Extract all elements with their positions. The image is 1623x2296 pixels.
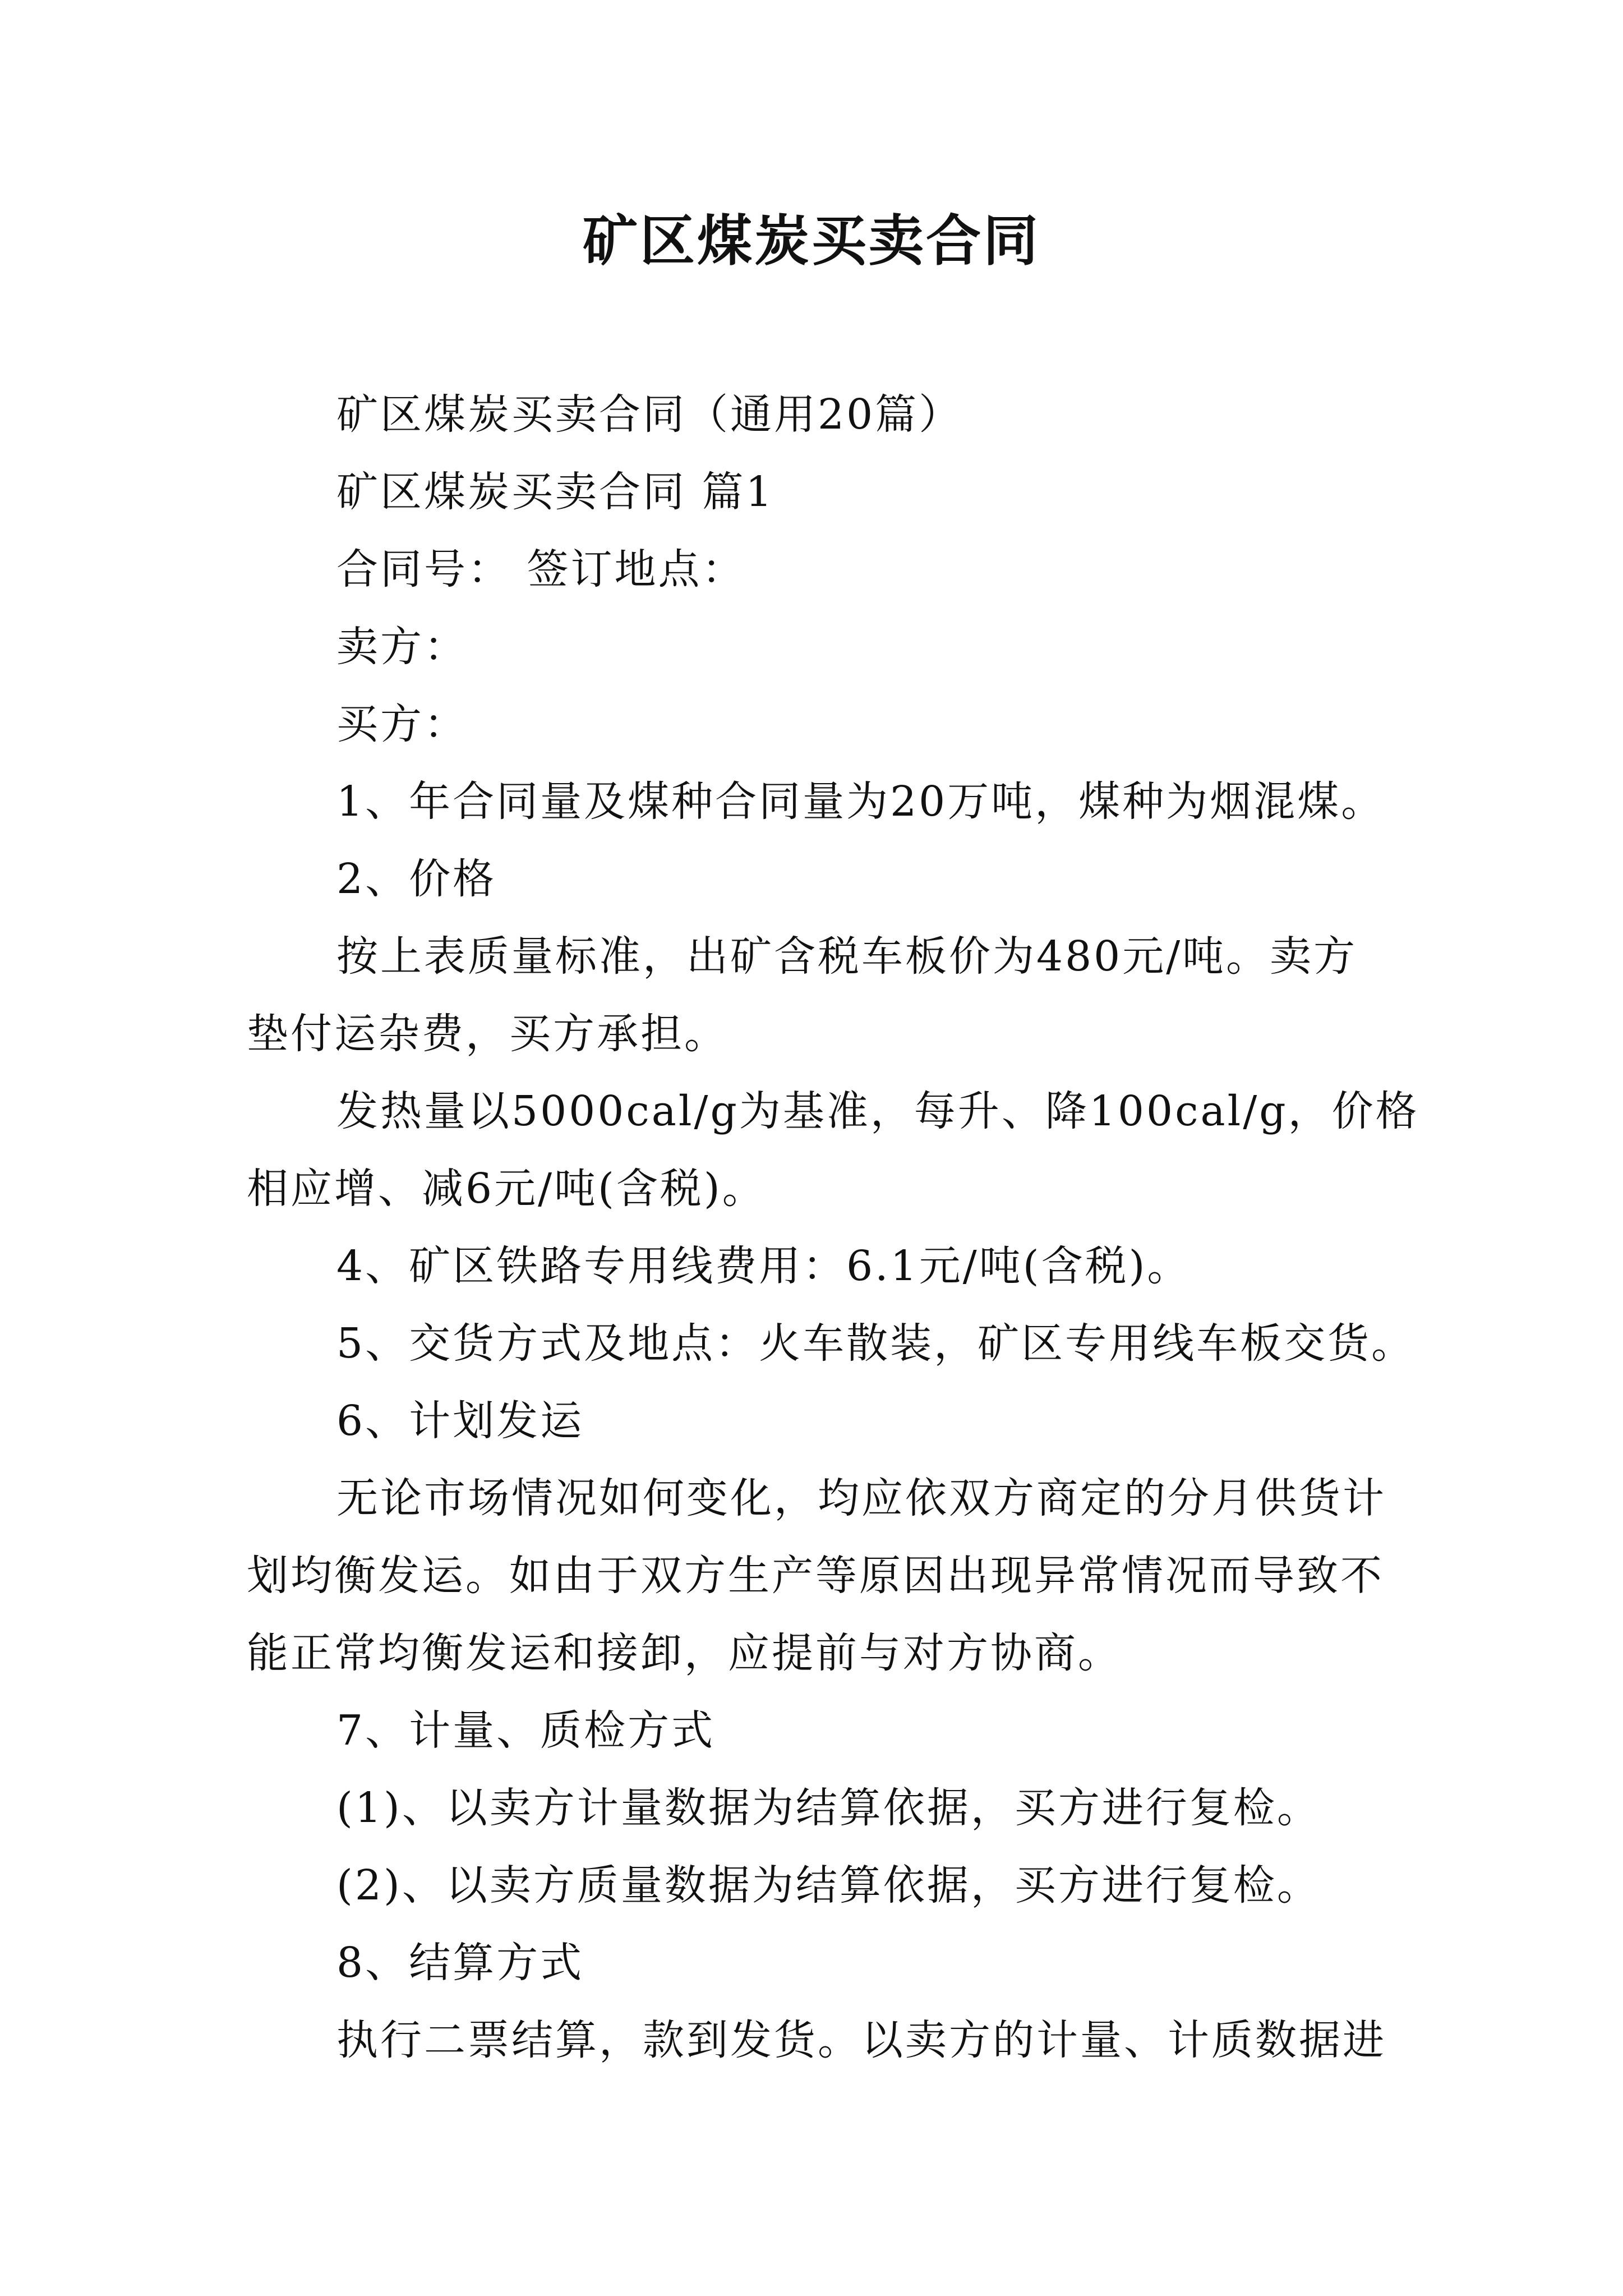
- paragraph-line: 划均衡发运。如由于双方生产等原因出现异常情况而导致不: [247, 1552, 1384, 1600]
- paragraph-line: 发热量以5000cal/g为基准，每升、降100cal/g，价格: [336, 1087, 1419, 1135]
- seller-line: 卖方：: [336, 623, 468, 671]
- contract-number-line: 合同号： 签订地点：: [336, 545, 746, 593]
- paragraph-line: 垫付运杂费，买方承担。: [247, 1010, 728, 1058]
- clause-4: 4、矿区铁路专用线费用：6.1元/吨(含税)。: [336, 1242, 1191, 1290]
- paragraph-line: 能正常均衡发运和接卸，应提前与对方协商。: [247, 1629, 1122, 1677]
- paragraph-line: 按上表质量标准，出矿含税车板价为480元/吨。卖方: [336, 932, 1358, 981]
- section-heading: 矿区煤炭买卖合同 篇1: [336, 468, 774, 516]
- clause-5: 5、交货方式及地点：火车散装，矿区专用线车板交货。: [336, 1319, 1415, 1368]
- clause-2-heading: 2、价格: [336, 855, 497, 903]
- clause-7-heading: 7、计量、质检方式: [336, 1706, 716, 1755]
- clause-8-heading: 8、结算方式: [336, 1939, 584, 1987]
- paragraph-line: 执行二票结算，款到发货。以卖方的计量、计质数据进: [336, 2016, 1386, 2064]
- subtitle-line: 矿区煤炭买卖合同（通用20篇）: [336, 390, 963, 439]
- buyer-line: 买方：: [336, 700, 468, 748]
- clause-6-heading: 6、计划发运: [336, 1397, 584, 1445]
- document-title: 矿区煤炭买卖合同: [582, 209, 1040, 273]
- clause-7-item-2: (2)、以卖方质量数据为结算依据，买方进行复检。: [336, 1861, 1321, 1910]
- paragraph-line: 相应增、减6元/吨(含税)。: [247, 1165, 766, 1213]
- document-body: [247, 376, 1419, 2079]
- clause-7-item-1: (1)、以卖方计量数据为结算依据，买方进行复检。: [336, 1784, 1321, 1832]
- clause-1: 1、年合同量及煤种合同量为20万吨，煤种为烟混煤。: [336, 777, 1385, 826]
- paragraph-line: 无论市场情况如何变化，均应依双方商定的分月供货计: [336, 1474, 1386, 1522]
